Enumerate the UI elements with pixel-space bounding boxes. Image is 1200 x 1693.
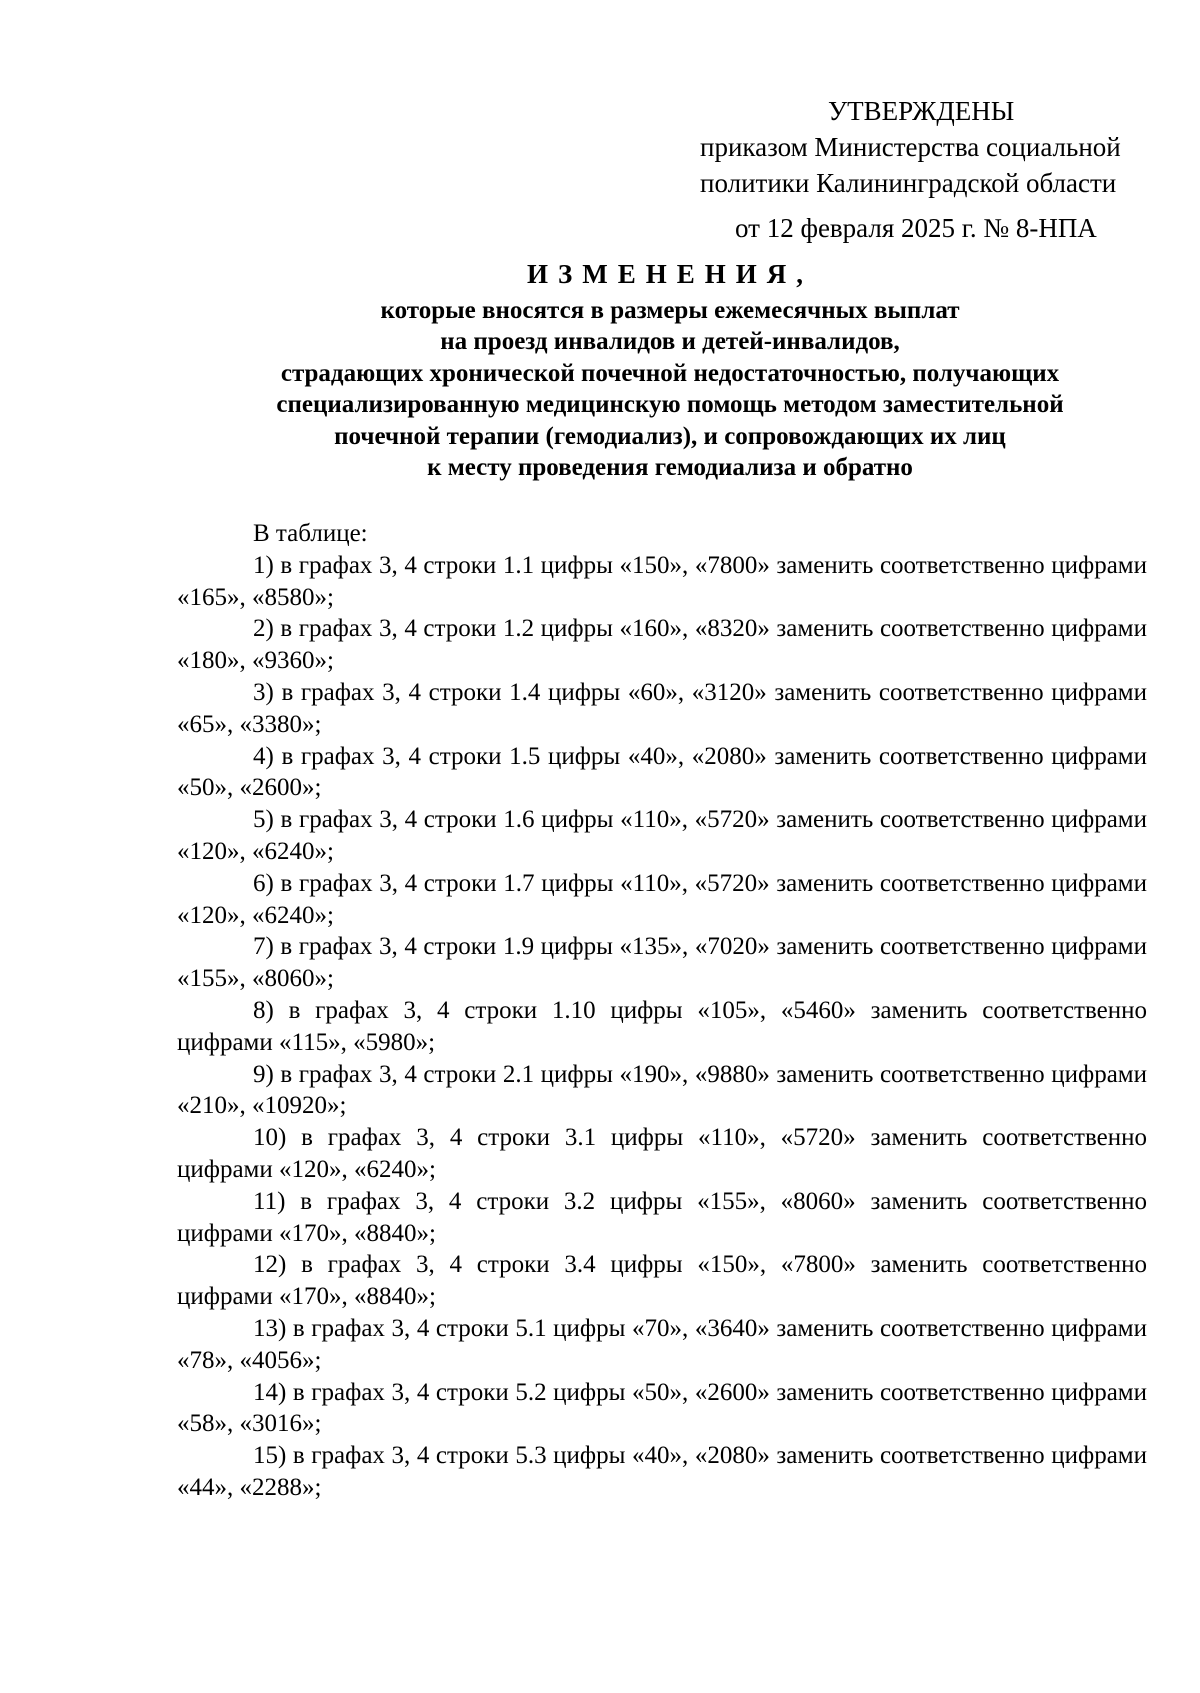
subtitle-line: на проезд инвалидов и детей-инвалидов, [440, 328, 900, 356]
amendment-item-5: 5) в графах 3, 4 строки 1.6 цифры «110», «5720» заменить соответственно цифрами «120», «6240»; [177, 806, 1147, 865]
document-title: ИЗМЕНЕНИЯ, [526, 259, 813, 289]
amendment-item-9: 9) в графах 3, 4 строки 2.1 цифры «190», «9880» заменить соответственно цифрами «210», «10920»; [177, 1060, 1147, 1120]
amendment-item-10: 10) в графах 3, 4 строки 3.1 цифры «110», «5720» заменить соответственно цифрами «120», «6240»; [177, 1124, 1147, 1183]
amendment-item-7: 7) в графах 3, 4 строки 1.9 цифры «135», «7020» заменить соответственно цифрами «155», «8060»; [177, 933, 1147, 993]
amendment-item-3: 3) в графах 3, 4 строки 1.4 цифры «60», «3120» заменить соответственно цифрами «65», «3380»; [177, 678, 1147, 738]
amendment-item-13: 13) в графах 3, 4 строки 5.1 цифры «70», «3640» заменить соответственно цифрами «78», «4056»; [177, 1314, 1147, 1374]
subtitle-line: которые вносятся в размеры ежемесячных выплат [380, 297, 960, 324]
document-body [177, 518, 1147, 1504]
approved-label: УТВЕРЖДЕНЫ [828, 96, 1015, 126]
subtitle-line: почечной терапии (гемодиализ), и сопровождающих их лиц [334, 422, 1006, 450]
subtitle-line: к месту проведения гемодиализа и обратно [427, 454, 913, 482]
approval-ministry-line: политики Калининградской области [700, 168, 1117, 198]
approval-stamp [700, 93, 1170, 246]
amendment-item-2: 2) в графах 3, 4 строки 1.2 цифры «160», «8320» заменить соответственно цифрами «180», «9360»; [177, 615, 1147, 675]
approval-order-line: приказом Министерства социальной [700, 132, 1121, 162]
amendment-item-11: 11) в графах 3, 4 строки 3.2 цифры «155», «8060» заменить соответственно цифрами «170», «8840»; [177, 1187, 1147, 1247]
intro-text: В таблице: [253, 520, 368, 547]
amendment-item-1: 1) в графах 3, 4 строки 1.1 цифры «150», «7800» заменить соответственно цифрами «165», «8580»; [177, 551, 1147, 611]
subtitle-line: специализированную медицинскую помощь методом заместительной [276, 391, 1064, 419]
amendment-item-15: 15) в графах 3, 4 строки 5.3 цифры «40», «2080» заменить соответственно цифрами «44», «2288»; [177, 1442, 1147, 1501]
approval-date-line: от 12 февраля 2025 г. № 8-НПА [735, 213, 1097, 243]
amendment-item-8: 8) в графах 3, 4 строки 1.10 цифры «105», «5460» заменить соответственно цифрами «115», «5980»; [177, 996, 1147, 1056]
document-title-block [170, 256, 1170, 483]
amendment-item-6: 6) в графах 3, 4 строки 1.7 цифры «110», «5720» заменить соответственно цифрами «120», «6240»; [177, 869, 1147, 929]
amendment-item-12: 12) в графах 3, 4 строки 3.4 цифры «150», «7800» заменить соответственно цифрами «170», «8840»; [177, 1251, 1147, 1311]
amendment-item-4: 4) в графах 3, 4 строки 1.5 цифры «40», «2080» заменить соответственно цифрами «50», «2600»; [177, 742, 1147, 802]
amendment-item-14: 14) в графах 3, 4 строки 5.2 цифры «50», «2600» заменить соответственно цифрами «58», «3016»; [177, 1378, 1147, 1438]
subtitle-line: страдающих хронической почечной недостаточностью, получающих [280, 359, 1060, 387]
